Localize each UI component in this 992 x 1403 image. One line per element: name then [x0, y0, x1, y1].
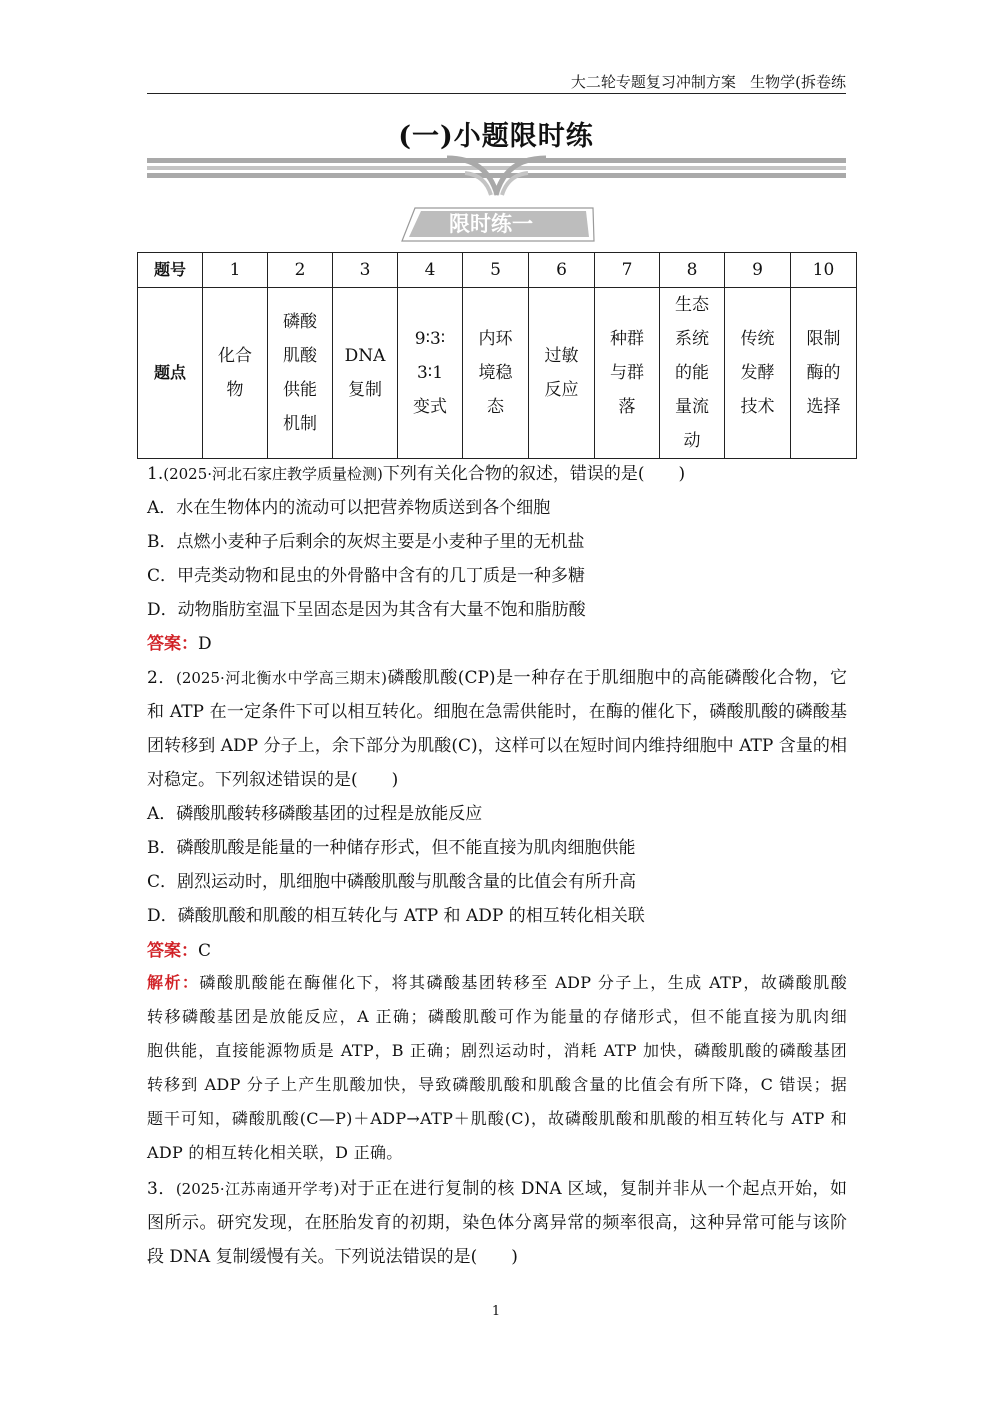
- series-title: 大二轮专题复习冲制方案: [570, 73, 736, 91]
- topic-cell: 生态 系统 的能 量流 动: [660, 288, 725, 459]
- q2-number: 2．: [147, 668, 176, 688]
- q3-source: (2025·江苏南通开学考): [175, 1180, 340, 1198]
- page-number: 1: [491, 1304, 501, 1319]
- analysis-label: 解析：: [147, 973, 200, 992]
- number-cell: 7: [595, 253, 660, 288]
- number-cell: 6: [529, 253, 595, 288]
- q2-answer: [147, 936, 847, 961]
- answer-value: C: [198, 941, 212, 961]
- q2-analysis-line: 题干可知，磷酸肌酸(C—P)＋ADP→ATP＋肌酸(C)，故磷酸肌酸和肌酸的相互转化与 ATP 和: [147, 1109, 847, 1128]
- topic-table: [137, 252, 857, 459]
- number-cell: 4: [398, 253, 463, 288]
- q2-analysis-line: 胞供能，直接能源物质是 ATP，B 正确；剧烈运动时，消耗 ATP 加快，磷酸肌酸的磷酸基团: [147, 1041, 847, 1060]
- row-label-topics: 题点: [138, 288, 203, 459]
- q1-option-d: D．动物脂肪室温下呈固态是因为其含有大量不饱和脂肪酸: [147, 600, 586, 620]
- number-cell: 2: [268, 253, 333, 288]
- answer-value: D: [198, 634, 212, 654]
- topic-cell: 种群 与群 落: [595, 288, 660, 459]
- answer-label: 答案：: [147, 941, 198, 961]
- page-title: (一)小题限时练: [398, 121, 594, 152]
- number-cell: 3: [333, 253, 398, 288]
- q3-stem-line: 图所示。研究发现，在胚胎发育的初期，染色体分离异常的频率很高，这种异常可能与该阶: [147, 1213, 847, 1233]
- topic-cell: DNA 复制: [333, 288, 398, 459]
- q1-text: 下列有关化合物的叙述，错误的是( ): [382, 464, 686, 484]
- number-cell: 1: [203, 253, 268, 288]
- banner-stripe-top: [147, 158, 846, 163]
- q2-stem-line: 对稳定。下列叙述错误的是( ): [147, 770, 399, 790]
- topic-cell: 磷酸 肌酸 供能 机制: [268, 288, 333, 459]
- q3-stem-line: 段 DNA 复制缓慢有关。下列说法错误的是( ): [147, 1247, 518, 1267]
- q2-analysis-line: 转移到 ADP 分子上产生肌酸加快，导致磷酸肌酸和肌酸含量的比值会有所下降，C 错误；据: [147, 1075, 847, 1094]
- running-header: [540, 71, 846, 92]
- q2-option-c: C．剧烈运动时，肌细胞中磷酸肌酸与肌酸含量的比值会有所升高: [147, 872, 637, 892]
- row-label-numbers: 题号: [138, 253, 203, 288]
- q1-option-c: C．甲壳类动物和昆虫的外骨骼中含有的几丁质是一种多糖: [147, 566, 586, 586]
- number-cell: 9: [725, 253, 791, 288]
- banner-label: 限时练一: [449, 212, 533, 236]
- q1-source: (2025·河北石家庄教学质量检测): [163, 465, 383, 483]
- q2-stem-line: 和 ATP 在一定条件下可以相互转化。细胞在急需供能时，在酶的催化下，磷酸肌酸的磷酸基: [147, 702, 847, 722]
- subject-label: 生物学(拆卷练: [750, 73, 846, 91]
- q2-analysis-line: ADP 的相互转化相关联，D 正确。: [147, 1143, 403, 1162]
- q2-option-d: D．磷酸肌酸和肌酸的相互转化与 ATP 和 ADP 的相互转化相关联: [147, 906, 645, 926]
- q1-number: 1.: [147, 464, 164, 484]
- q1-option-a: A．水在生物体内的流动可以把营养物质送到各个细胞: [147, 498, 551, 518]
- topic-cell: 化合 物: [203, 288, 268, 459]
- q1-answer: [147, 629, 847, 654]
- topic-cell: 限制 酶的 选择: [791, 288, 857, 459]
- title-banner: [147, 155, 846, 247]
- q2-analysis-line: 解析：磷酸肌酸能在酶催化下，将其磷酸基团转移至 ADP 分子上，生成 ATP，故磷酸肌酸: [147, 973, 848, 992]
- question-number-row: [138, 253, 857, 288]
- q1-option-b: B．点燃小麦种子后剩余的灰烬主要是小麦种子里的无机盐: [147, 532, 585, 552]
- number-cell: 10: [791, 253, 857, 288]
- q2-option-b: B．磷酸肌酸是能量的一种储存形式，但不能直接为肌肉细胞供能: [147, 838, 636, 858]
- topic-cell: 传统 发酵 技术: [725, 288, 791, 459]
- q3-stem-line: 3．(2025·江苏南通开学考)对于正在进行复制的核 DNA 区域，复制并非从一个起点开始，如: [147, 1179, 847, 1199]
- q2-source: (2025·河北衡水中学高三期末): [175, 669, 387, 687]
- q2-option-a: A．磷酸肌酸转移磷酸基团的过程是放能反应: [147, 804, 483, 824]
- q2-stem-line: 2．(2025·河北衡水中学高三期末)磷酸肌酸(CP)是一种存在于肌细胞中的高能磷酸化合物，它: [147, 668, 847, 688]
- q2-stem-line: 团转移到 ADP 分子上，余下部分为肌酸(C)，这样可以在短时间内维持细胞中 ATP 含量的相: [147, 736, 847, 756]
- answer-label: 答案：: [147, 634, 198, 654]
- banner-stripe-bottom: [147, 173, 846, 178]
- q1-stem: [147, 459, 847, 484]
- number-cell: 8: [660, 253, 725, 288]
- header-rule: [147, 93, 846, 94]
- topic-cell: 过敏 反应: [529, 288, 595, 459]
- topic-cell: 9∶3∶ 3∶1 变式: [398, 288, 463, 459]
- topic-row: [138, 288, 857, 459]
- banner-stripe-mid: [147, 166, 846, 170]
- number-cell: 5: [463, 253, 529, 288]
- topic-cell: 内环 境稳 态: [463, 288, 529, 459]
- q2-analysis-line: 转移磷酸基团是放能反应，A 正确；磷酸肌酸可作为能量的存储形式，但不能直接为肌肉细: [147, 1007, 847, 1026]
- q3-number: 3．: [147, 1179, 176, 1199]
